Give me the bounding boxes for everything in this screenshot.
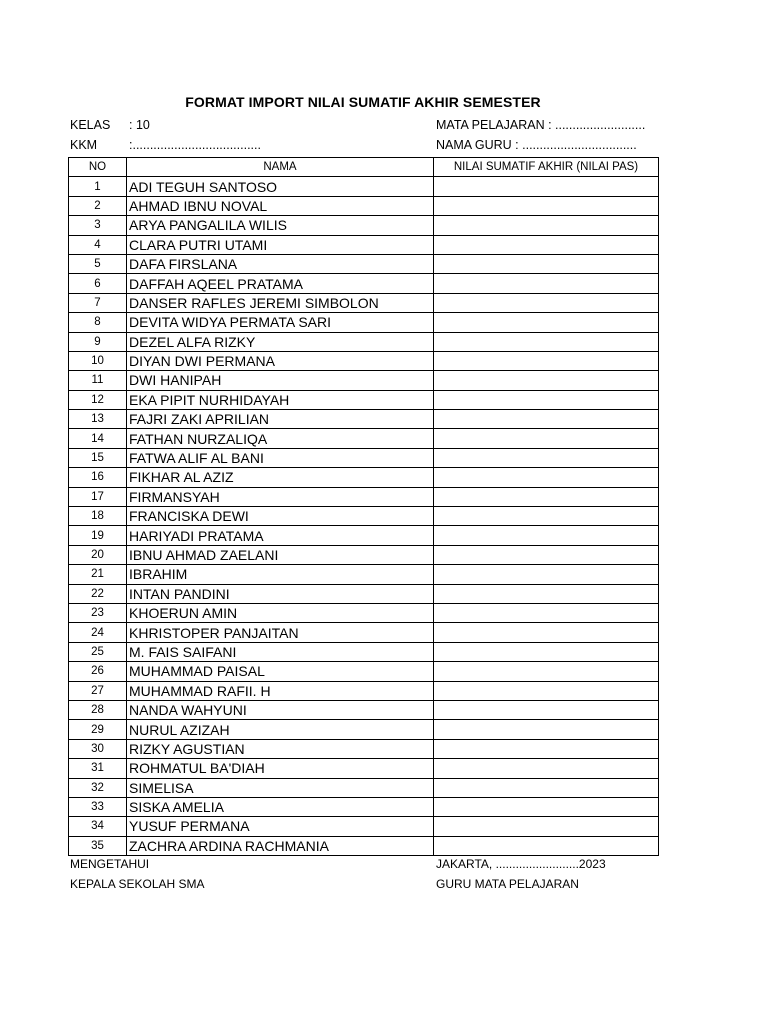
table-row	[69, 410, 659, 429]
student-name: M. FAIS SAIFANI	[127, 642, 434, 661]
row-number: 15	[69, 448, 127, 467]
table-row	[69, 662, 659, 681]
student-name: CLARA PUTRI UTAMI	[127, 235, 434, 254]
table-row	[69, 274, 659, 293]
row-number: 29	[69, 720, 127, 739]
row-number: 11	[69, 371, 127, 390]
student-name: ADI TEGUH SANTOSO	[127, 177, 434, 196]
kkm-label: KKM	[70, 138, 98, 152]
student-name: SIMELISA	[127, 778, 434, 797]
row-number: 4	[69, 235, 127, 254]
student-name: NURUL AZIZAH	[127, 720, 434, 739]
student-name: FATHAN NURZALIQA	[127, 429, 434, 448]
column-header-nama: NAMA	[127, 158, 434, 177]
table-row	[69, 254, 659, 273]
table-row	[69, 526, 659, 545]
table-row	[69, 371, 659, 390]
student-name: DEVITA WIDYA PERMATA SARI	[127, 313, 434, 332]
grade-cell[interactable]	[434, 817, 659, 836]
table-row	[69, 332, 659, 351]
grade-cell[interactable]	[434, 332, 659, 351]
table-row	[69, 797, 659, 816]
table-row	[69, 196, 659, 215]
row-number: 34	[69, 817, 127, 836]
table-row	[69, 739, 659, 758]
table-row	[69, 623, 659, 642]
grade-cell[interactable]	[434, 681, 659, 700]
row-number: 6	[69, 274, 127, 293]
row-number: 2	[69, 196, 127, 215]
grade-cell[interactable]	[434, 448, 659, 467]
row-number: 10	[69, 351, 127, 370]
table-body	[69, 177, 659, 856]
student-name: KHRISTOPER PANJAITAN	[127, 623, 434, 642]
table-row	[69, 545, 659, 564]
row-number: 9	[69, 332, 127, 351]
table-row	[69, 216, 659, 235]
grade-cell[interactable]	[434, 797, 659, 816]
grade-cell[interactable]	[434, 662, 659, 681]
student-name: DANSER RAFLES JEREMI SIMBOLON	[127, 293, 434, 312]
grade-cell[interactable]	[434, 313, 659, 332]
table-row	[69, 700, 659, 719]
grade-cell[interactable]	[434, 545, 659, 564]
grade-cell[interactable]	[434, 196, 659, 215]
mata-pelajaran-field: MATA PELAJARAN : ..........................	[436, 118, 646, 132]
grade-cell[interactable]	[434, 507, 659, 526]
row-number: 8	[69, 313, 127, 332]
grade-cell[interactable]	[434, 254, 659, 273]
row-number: 28	[69, 700, 127, 719]
student-name: FRANCISKA DEWI	[127, 507, 434, 526]
grade-cell[interactable]	[434, 603, 659, 622]
row-number: 24	[69, 623, 127, 642]
grade-cell[interactable]	[434, 390, 659, 409]
grade-cell[interactable]	[434, 216, 659, 235]
nama-guru-field: NAMA GURU : .................................	[436, 138, 637, 152]
row-number: 5	[69, 254, 127, 273]
student-name: YUSUF PERMANA	[127, 817, 434, 836]
footer-kepala-sekolah: KEPALA SEKOLAH SMA	[70, 877, 205, 891]
grade-cell[interactable]	[434, 739, 659, 758]
student-name: IBNU AHMAD ZAELANI	[127, 545, 434, 564]
table-row	[69, 817, 659, 836]
student-grade-table	[68, 157, 659, 856]
student-name: HARIYADI PRATAMA	[127, 526, 434, 545]
kelas-label: KELAS	[70, 118, 111, 132]
row-number: 30	[69, 739, 127, 758]
grade-cell[interactable]	[434, 487, 659, 506]
row-number: 32	[69, 778, 127, 797]
student-name: ROHMATUL BA'DIAH	[127, 759, 434, 778]
student-name: EKA PIPIT NURHIDAYAH	[127, 390, 434, 409]
footer-mengetahui: MENGETAHUI	[70, 857, 150, 871]
grade-cell[interactable]	[434, 410, 659, 429]
student-name: FIRMANSYAH	[127, 487, 434, 506]
student-name: DAFA FIRSLANA	[127, 254, 434, 273]
row-number: 19	[69, 526, 127, 545]
table-row	[69, 468, 659, 487]
table-row	[69, 429, 659, 448]
grade-cell[interactable]	[434, 177, 659, 196]
table-row	[69, 584, 659, 603]
table-row	[69, 507, 659, 526]
student-name: FAJRI ZAKI APRILIAN	[127, 410, 434, 429]
footer-place-date: JAKARTA, .........................2023	[436, 857, 606, 871]
table-row	[69, 313, 659, 332]
student-name: IBRAHIM	[127, 565, 434, 584]
table-row	[69, 177, 659, 196]
student-name: ZACHRA ARDINA RACHMANIA	[127, 836, 434, 855]
row-number: 26	[69, 662, 127, 681]
grade-cell[interactable]	[434, 526, 659, 545]
table-row	[69, 235, 659, 254]
student-name: ARYA PANGALILA WILIS	[127, 216, 434, 235]
grade-cell[interactable]	[434, 584, 659, 603]
table-header-row	[69, 158, 659, 177]
grade-cell[interactable]	[434, 565, 659, 584]
student-name: DIYAN DWI PERMANA	[127, 351, 434, 370]
table-row	[69, 565, 659, 584]
table-row	[69, 603, 659, 622]
student-name: INTAN PANDINI	[127, 584, 434, 603]
student-name: RIZKY AGUSTIAN	[127, 739, 434, 758]
footer-guru-mapel: GURU MATA PELAJARAN	[436, 877, 579, 891]
grade-cell[interactable]	[434, 429, 659, 448]
grade-cell[interactable]	[434, 720, 659, 739]
table-row	[69, 351, 659, 370]
student-name: KHOERUN AMIN	[127, 603, 434, 622]
table-row	[69, 293, 659, 312]
table-row	[69, 778, 659, 797]
table-row	[69, 448, 659, 467]
row-number: 25	[69, 642, 127, 661]
student-name: SISKA AMELIA	[127, 797, 434, 816]
row-number: 17	[69, 487, 127, 506]
table-row	[69, 759, 659, 778]
row-number: 18	[69, 507, 127, 526]
grade-cell[interactable]	[434, 351, 659, 370]
grade-cell[interactable]	[434, 274, 659, 293]
student-name: DAFFAH AQEEL PRATAMA	[127, 274, 434, 293]
grade-cell[interactable]	[434, 778, 659, 797]
grade-cell[interactable]	[434, 468, 659, 487]
grade-cell[interactable]	[434, 371, 659, 390]
row-number: 21	[69, 565, 127, 584]
table-row	[69, 487, 659, 506]
row-number: 3	[69, 216, 127, 235]
student-name: FIKHAR AL AZIZ	[127, 468, 434, 487]
row-number: 7	[69, 293, 127, 312]
grade-cell[interactable]	[434, 235, 659, 254]
document-title: FORMAT IMPORT NILAI SUMATIF AKHIR SEMESTER	[185, 94, 541, 110]
kelas-value: : 10	[129, 118, 150, 132]
table-row	[69, 720, 659, 739]
row-number: 12	[69, 390, 127, 409]
row-number: 27	[69, 681, 127, 700]
grade-cell[interactable]	[434, 836, 659, 855]
student-name: NANDA WAHYUNI	[127, 700, 434, 719]
grade-cell[interactable]	[434, 293, 659, 312]
row-number: 13	[69, 410, 127, 429]
row-number: 1	[69, 177, 127, 196]
table-row	[69, 681, 659, 700]
student-name: DEZEL ALFA RIZKY	[127, 332, 434, 351]
grade-cell[interactable]	[434, 759, 659, 778]
row-number: 22	[69, 584, 127, 603]
grade-cell[interactable]	[434, 700, 659, 719]
student-name: MUHAMMAD PAISAL	[127, 662, 434, 681]
student-name: AHMAD IBNU NOVAL	[127, 196, 434, 215]
row-number: 35	[69, 836, 127, 855]
table-row	[69, 836, 659, 855]
row-number: 31	[69, 759, 127, 778]
grade-cell[interactable]	[434, 642, 659, 661]
student-name: FATWA ALIF AL BANI	[127, 448, 434, 467]
kkm-value: :.....................................	[129, 138, 261, 152]
row-number: 20	[69, 545, 127, 564]
column-header-no: NO	[69, 158, 127, 177]
row-number: 16	[69, 468, 127, 487]
row-number: 23	[69, 603, 127, 622]
table-row	[69, 390, 659, 409]
column-header-nilai: NILAI SUMATIF AKHIR (NILAI PAS)	[434, 158, 659, 177]
student-name: DWI HANIPAH	[127, 371, 434, 390]
grade-cell[interactable]	[434, 623, 659, 642]
row-number: 14	[69, 429, 127, 448]
table-row	[69, 642, 659, 661]
student-name: MUHAMMAD RAFII. H	[127, 681, 434, 700]
row-number: 33	[69, 797, 127, 816]
